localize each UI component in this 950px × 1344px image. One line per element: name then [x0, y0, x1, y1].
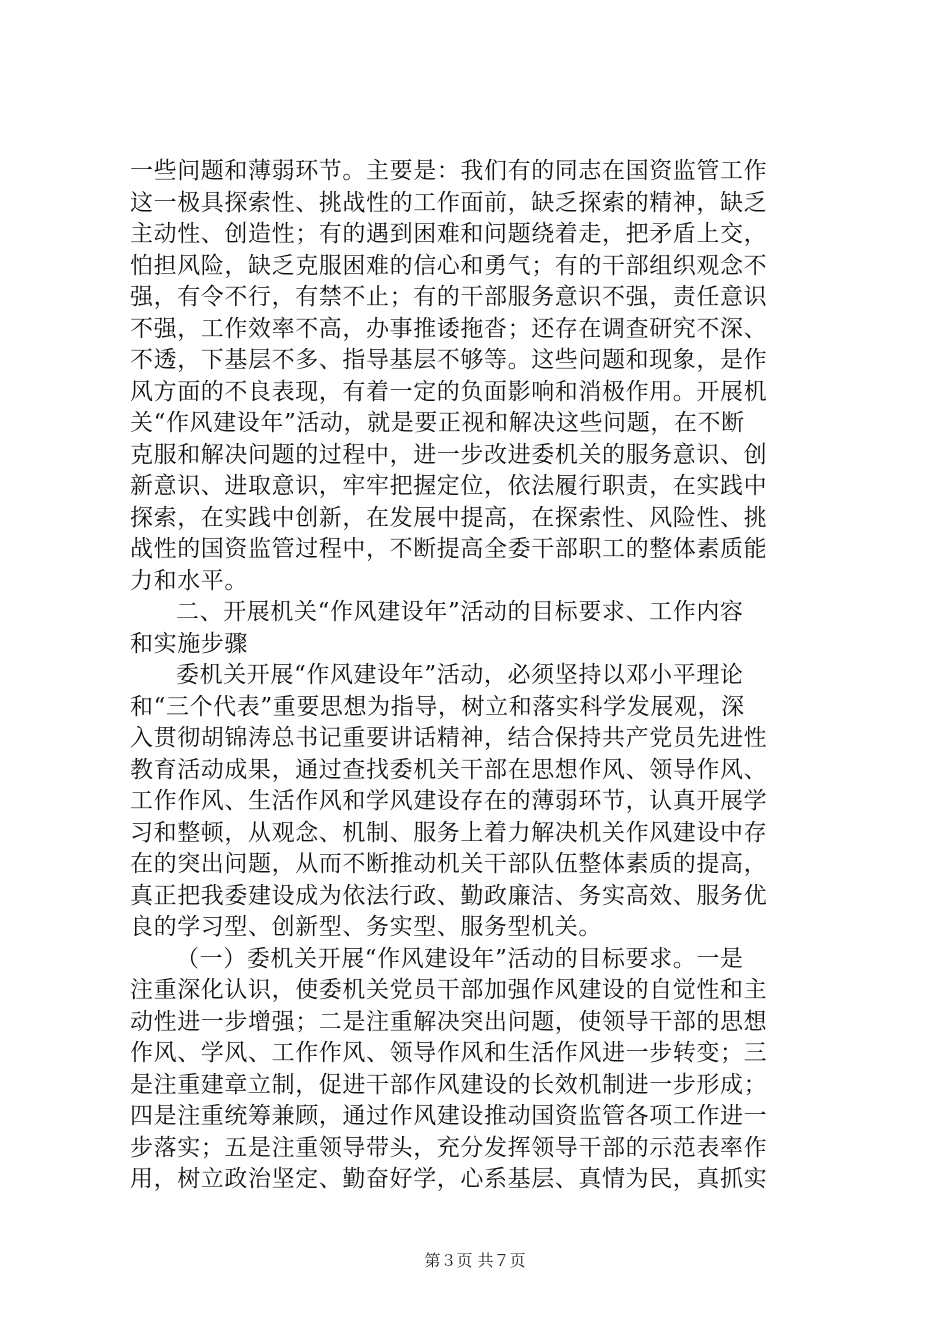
- text-line: 战性的国资监管过程中，不断提高全委干部职工的整体素质能: [130, 536, 768, 562]
- text-line: 教育活动成果，通过查找委机关干部在思想作风、领导作风、: [130, 756, 768, 783]
- text-line: 入贯彻胡锦涛总书记重要讲话精神，结合保持共产党员先进性: [130, 725, 768, 751]
- text-line: 动性进一步增强；二是注重解决突出问题，使领导干部的思想: [130, 1008, 768, 1035]
- text-line: 二、开展机关“作风建设年”活动的目标要求、工作内容: [176, 599, 744, 625]
- text-line: 强，有令不行，有禁不止；有的干部服务意识不强，责任意识: [130, 284, 768, 310]
- text-line: 四是注重统筹兼顾，通过作风建设推动国资监管各项工作进一: [130, 1103, 768, 1129]
- text-line: 工作作风、生活作风和学风建设存在的薄弱环节，认真开展学: [130, 788, 768, 814]
- text-line: （一）委机关开展“作风建设年”活动的目标要求。一是: [176, 945, 744, 972]
- text-line: 是注重建章立制，促进干部作风建设的长效机制进一步形成；: [130, 1071, 768, 1098]
- page-footer: 第３页 共７页: [424, 1251, 526, 1270]
- text-line: 真正把我委建设成为依法行政、勤政廉洁、务实高效、服务优: [130, 882, 768, 909]
- text-line: 怕担风险，缺乏克服困难的信心和勇气；有的干部组织观念不: [130, 252, 768, 279]
- text-line: 和“三个代表”重要思想为指导，树立和落实科学发展观，深: [130, 693, 745, 720]
- paragraph-guiding-thought: [130, 660, 830, 944]
- text-line: 委机关开展“作风建设年”活动，必须坚持以邓小平理论: [176, 662, 744, 688]
- document-body: [130, 156, 830, 1196]
- text-line: 在的突出问题，从而不断推动机关干部队伍整体素质的提高，: [130, 851, 768, 877]
- text-line: 探索，在实践中创新，在发展中提高，在探索性、风险性、挑: [130, 504, 768, 531]
- section-heading-2: [130, 597, 830, 660]
- text-line: 习和整顿，从观念、机制、服务上着力解决机关作风建设中存: [130, 819, 768, 846]
- text-line: 不透，下基层不多、指导基层不够等。这些问题和现象，是作: [130, 347, 768, 373]
- text-line: 不强，工作效率不高，办事推诿拖沓；还存在调查研究不深、: [130, 315, 768, 342]
- text-line: 作风、学风、工作作风、领导作风和生活作风进一步转变；三: [130, 1040, 768, 1066]
- text-line: 一些问题和薄弱环节。主要是：我们有的同志在国资监管工作: [130, 158, 768, 184]
- text-line: 用，树立政治坚定、勤奋好学，心系基层、真情为民，真抓实: [130, 1166, 768, 1192]
- text-line: 克服和解决问题的过程中，进一步改进委机关的服务意识、创: [130, 441, 768, 468]
- text-line: 这一极具探索性、挑战性的工作面前，缺乏探索的精神，缺乏: [130, 189, 768, 216]
- text-line: 主动性、创造性；有的遇到困难和问题绕着走，把矛盾上交，: [130, 221, 768, 247]
- paragraph-problems: [130, 156, 830, 597]
- text-line: 良的学习型、创新型、务实型、服务型机关。: [130, 914, 602, 940]
- text-line: 风方面的不良表现，有着一定的负面影响和消极作用。开展机: [130, 378, 768, 405]
- text-line: 步落实；五是注重领导带头，充分发挥领导干部的示范表率作: [130, 1134, 768, 1161]
- text-line: 和实施步骤: [130, 630, 248, 657]
- paragraph-goals: [130, 944, 830, 1196]
- text-line: 力和水平。: [130, 567, 248, 594]
- text-line: 注重深化认识，使委机关党员干部加强作风建设的自觉性和主: [130, 977, 768, 1003]
- text-line: 关“作风建设年”活动，就是要正视和解决这些问题，在不断: [130, 410, 745, 436]
- text-line: 新意识、进取意识，牢牢把握定位，依法履行职责，在实践中: [130, 473, 768, 499]
